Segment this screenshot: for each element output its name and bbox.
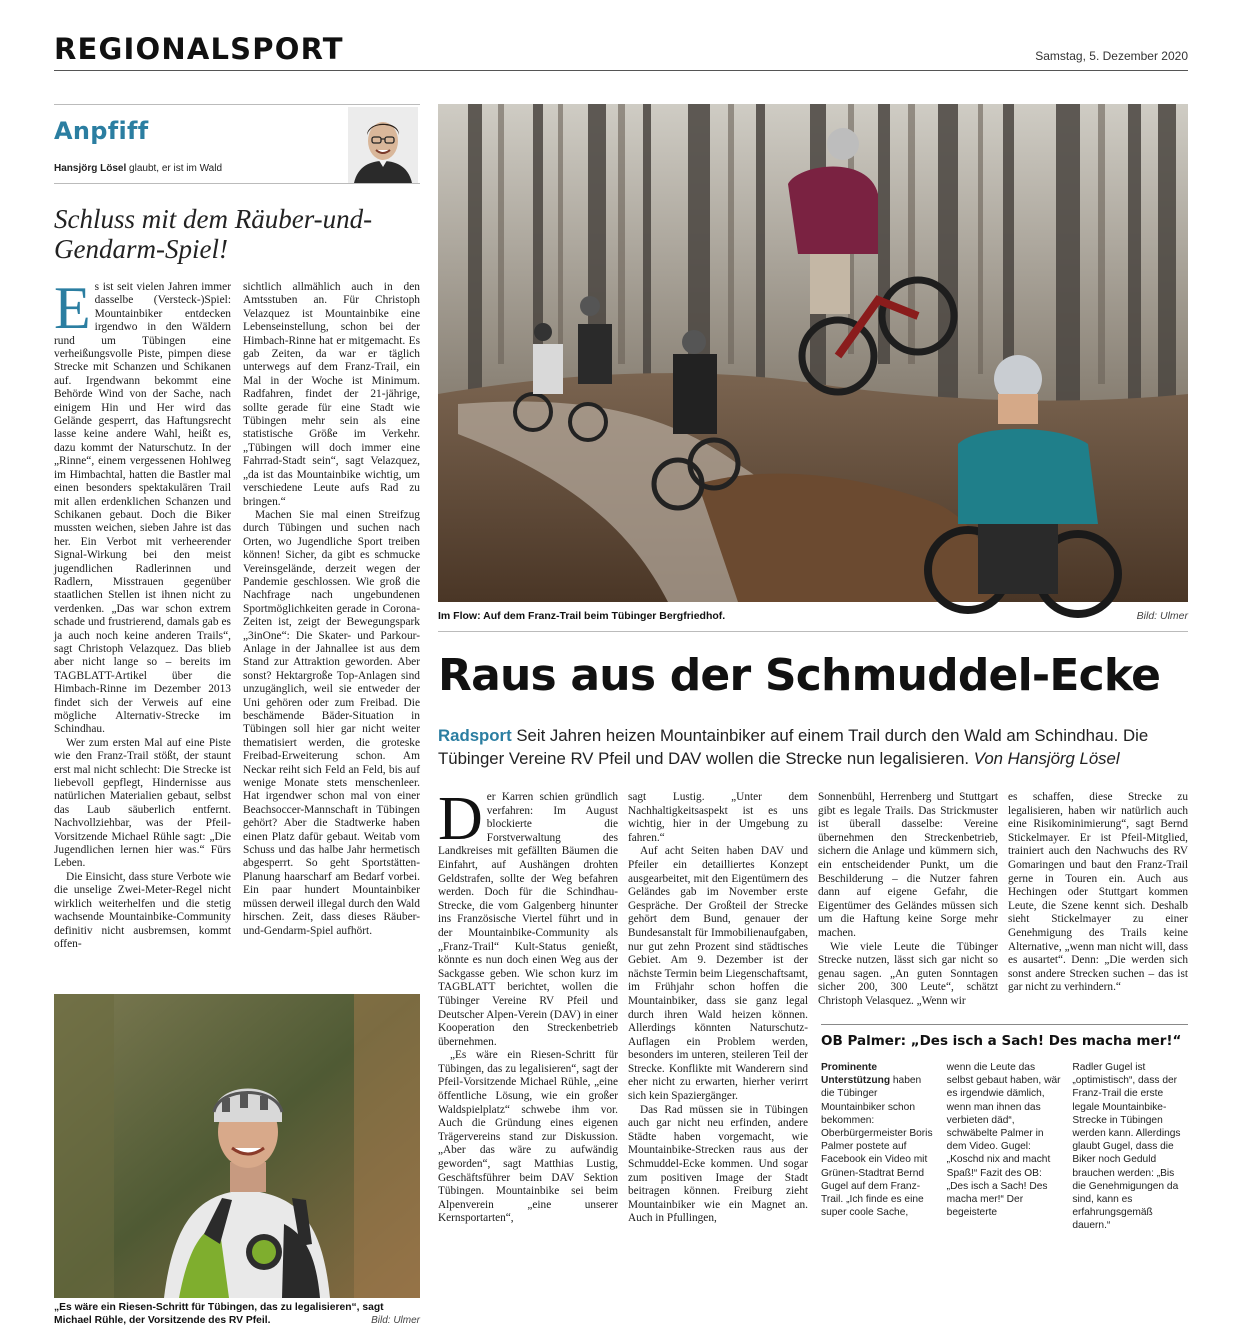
photo1-caption: Im Flow: Auf dem Franz-Trail beim Tübinger Bergfriedhof. xyxy=(438,610,726,622)
article-paragraph: sagt Lustig. „Unter dem Nachhaltigkeitsaspekt ist es uns wichtig, hier in der Umgebung zu fahren.“ xyxy=(628,791,808,844)
issue-date: Samstag, 5. Dezember 2020 xyxy=(1035,49,1188,63)
photo-michael-ruehle xyxy=(54,994,420,1298)
article-col4 xyxy=(1008,791,1188,1017)
column-author-note: glaubt, er ist im Wald xyxy=(129,163,223,174)
column-header xyxy=(54,104,420,184)
article-paragraph: Sonnenbühl, Herrenberg und Stuttgart gibt es legale Trails. Das Strickmuster ist überall dasselbe: Vereine übernehmen den Streckenbetrieb, sichern die Anlage und kümmern sich, ein entscheidender Punkt, um die Beschilderung – die Nutzer fahren dann auf eigene Gefahr, die Eigentümer des Geländes müssen sich um die Haftung keine Sorge mehr machen. xyxy=(818,791,998,939)
sidebar-text: haben die Tübinger Mountainbiker schon bekommen: Oberbürgermeister Boris Palmer postete auf Facebook ein Video mit Grünen-Stadtrat Bernd Gugel auf dem Franz-Trail. „Ich finde es eine super coole Sache, xyxy=(821,1075,933,1219)
photo-franz-trail xyxy=(438,104,1188,602)
column-body xyxy=(54,275,420,981)
sidebar-body xyxy=(821,1061,1188,1232)
photo2-caption: „Es wäre ein Riesen-Schritt für Tübingen, das zu legalisieren“, sagt Michael Rühle, der Vorsitzende des RV Pfeil. xyxy=(54,1302,384,1326)
column-text-col2 xyxy=(243,281,420,981)
article-dropcap: D xyxy=(438,785,483,853)
column-byline xyxy=(54,163,222,174)
section-title: REGIONALSPORT xyxy=(54,32,344,66)
article-col3 xyxy=(818,791,998,1017)
article-paragraph: Das Rad müssen sie in Tübingen auch gar nicht neu erfinden, andere Städte haben vorgemacht, wie Mountainbike-Strecken raus aus der Schmuddel-Ecke kommen. Und sogar zum positiven Image der Stadt beitragen können. Freiburg zieht Mountainbiker wie ein Magnet an. Auch in Pfullingen, xyxy=(628,1103,808,1225)
sidebar-col3: Radler Gugel ist „optimistisch“, dass der Franz-Trail die erste legale Mountainbike-Strecke in Tübingen werden kann. Allerdings glaubt Gugel, dass die Biker noch Geduld brauchen werden: „Bis die Genehmigungen da sind, kann es erfahrungsgemäß dauern.“ xyxy=(1072,1062,1181,1232)
column-text-col1 xyxy=(54,275,231,981)
article-col1 xyxy=(438,785,618,1225)
photo1-credit: Bild: Ulmer xyxy=(1136,610,1188,622)
caption-rule xyxy=(438,631,1188,632)
article-kicker: Radsport xyxy=(438,726,512,745)
article-teaser-text: Seit Jahren heizen Mountainbiker auf einem Trail durch den Wald am Schindhau. Die Tübinger Vereine RV Pfeil und DAV wollen die Strecke nun legalisieren. xyxy=(438,726,1149,768)
photo2-credit: Bild: Ulmer xyxy=(371,1315,420,1326)
article-col2 xyxy=(628,791,808,1223)
column-headline: Schluss mit dem Räuber-und-Gendarm-Spiel! xyxy=(54,204,373,264)
article-headline: Raus aus der Schmuddel-Ecke xyxy=(438,650,1161,701)
article-paragraph: er Karren schien gründlich verfahren: Im August blockierte die Forstverwaltung des Landkreises mit gefällten Bäumen die Einfahrt, auf Aushängen drohten Geldstrafen, sollte der Weg befahren werden. Doch für die Schindhau-Strecke, die vom Galgenberg hinunter ins Französische Viertel führt und in der Mountainbike-Community als „Franz-Trail“ Kult-Status genießt, könnte es nun doch einen Weg aus der Sackgasse geben. Wie schon kurz im TAGBLATT berichtet, wollen die Tübinger Vereine RV Pfeil und Deutscher Alpen-Verein (DAV) in einer Kooperation den Streckenbetrieb übernehmen. xyxy=(438,791,618,1048)
sidebar-col1 xyxy=(821,1061,937,1219)
sidebar-col2: wenn die Leute das selbst gebaut haben, wär es irgendwie dämlich, wenn man ihnen das verbieten däd“, schwäbelte Palmer in dem Video. Gugel: „Koschd nix and macht Spaß!“ Fazit des OB: „Des isch a Sach! Des macha mer!“ Der begeisterte xyxy=(946,1062,1061,1219)
article-teaser xyxy=(438,724,1190,770)
author-portrait xyxy=(348,107,418,183)
article-paragraph: es schaffen, diese Strecke zu legalisieren, haben wir natürlich auch eine Risikominimierung“, sagt Bernd Stickelmayer. Er ist Pfeil-Mitglied, trainiert auch den Nachwuchs des RV Gomaringen und baut den Franz-Trail gerne in Touren ein. Auch aus Hechingen oder Stuttgart kommen Leute, die Szene kennt sich. Deshalb sieht Stickelmayer zu einer Genehmigung des Trails keine Alternative, „wenn man nicht will, dass es ausartet“. Denn: „Die werden sich sonst andere Strecken suchen – das ist gar nicht zu verhindern.“ xyxy=(1008,791,1188,994)
opinion-column xyxy=(54,104,420,1326)
column-paragraph: Die Einsicht, dass sture Verbote wie die unselige Zwei-Meter-Regel nicht wirklich weiterhelfen und die stetig wachsende Mountainbike-Community definitiv nicht ausbremsen, kommt offen- xyxy=(54,870,231,950)
column-title: Anpfiff xyxy=(54,117,149,145)
masthead-rule xyxy=(54,70,1188,71)
sidebar-box xyxy=(821,1024,1188,1232)
article-paragraph: Auf acht Seiten haben DAV und Pfeiler ein detailliertes Konzept ausgearbeitet, mit den Eigentümern des Geländes gab im November erste Gespräche. Der Großteil der Strecke gehört dem Bund, genauer der Bundesanstalt für Immobilienaufgaben, nur gut zehn Prozent sind städtisches Gebiet. Am 9. Dezember ist der nächste Termin beim Liegenschaftsamt, im Frühjahr schon hoffen die Mountainbiker, dass sie ganz legal durch ihren Wald heizen können. Allerdings könnten Naturschutz-Auflagen ein Problem werden, besonders im unteren, steileren Teil der Strecke. Konflikte mit Wanderern sind eher nicht zu erwarten, hierher verirrt sich kein Spaziergänger. xyxy=(628,845,808,1103)
article-paragraph: Wie viele Leute die Tübinger Strecke nutzen, lässt sich gar nicht so genau sagen. „An guten Sonntagen sicher 200, 300 Leute“, schätzt Christoph Velasquez. „Wenn wir xyxy=(818,940,998,1007)
article-paragraph: „Es wäre ein Riesen-Schritt für Tübingen, das zu legalisieren“, sagt der Pfeil-Vorsitzende Michael Rühle, „eine öffentliche Lösung, wie ein großer Waldspielplatz“ schwebe ihm vor. Auch die Gründung eines eigenen Trägervereins stand zur Diskussion. „Aber das wäre zu aufwändig geworden“, sagt Matthias Lustig, Geschäftsführer beim DAV Sektion Tübingen. Mountainbike sei beim Alpenverein „eine unserer Kernsportarten“, xyxy=(438,1049,618,1225)
column-paragraph: s ist seit vielen Jahren immer dasselbe (Versteck-)Spiel: Mountainbiker entdecken irgendwo in den Wäldern rund um Tübingen eine verheißungsvolle Piste, pimpen diese Strecke mit Schanzen und Schikanen auf. Irgendwann bekommt eine Behörde Wind von der Sache, nach einigem Hin und Her wird das Gelände gesperrt, das Haftungsrecht lasse keine andere Wahl, heißt es, dazu kommt der Naturschutz. In der „Rinne“, einem vergessenen Hohlweg im Himbachtal, hatten die Bastler mal einen besonders spektakulären Trail mit allen erdenklichen Schanzen und Schikanen gebaut. Doch die Biker mussten weichen, sieben Jahre ist das her. Ein Verbot mit verheerender Signal-Wirkung bei den meist jugendlichen Radlerinnen und Radlern, Misstrauen gegenüber staatlichen Stellen ist ihnen nicht zu verdenken. „Das war schon extrem schade und frustrierend, damals gab es ja auch noch keine anderen Trails“, sagt Christoph Velazquez. Das blieb aber nicht lange so – bereits im TAGBLATT-Artikel über die Himbach-Rinne im Dezember 2013 findet sich der Verweis auf eine mögliche Alternativ-Strecke im Schindhau. xyxy=(54,281,231,736)
sidebar-title: OB Palmer: „Des isch a Sach! Des macha mer!“ xyxy=(821,1033,1182,1049)
column-paragraph: Machen Sie mal einen Streifzug durch Tübingen und suchen nach Orten, wo Jugendliche Sport treiben können! Sicher, da gibt es schmucke Vereinsgelände, derzeit wegen der Pandemie geschlossen. Wie groß die Nachfrage nach ungebundenen Sportmöglichkeiten gerade in Corona-Zeiten ist, zeigt der Bewegungspark „3inOne“: Die Skater- und Parkour-Anlage in der Jahnallee ist aus dem Stand zur Attraktion geworden. Aber sonst? Hektargroße Top-Anlagen sind unzugänglich, weil sie entweder der Uni gehören oder zum Freibad. Die beschämende Bäder-Situation in Tübingen soll hier gar nicht weiter thematisiert werden, die groteske Freibad-Erweiterung schon. Am Neckar reiht sich Feld an Feld, bis auf wenige Monate stets menschenleer. Hat irgendwer schon mal von einer Beachsoccer-Mannschaft in Tübingen gehört? Aber die Stadtwerke haben einen Platz dafür gebaut. Weitab vom Schuss und das halbe Jahr hermetisch abgesperrt. So geht Sportstätten-Planung haarscharf am Bedarf vorbei. Ein paar hundert Mountainbiker müssen derweil illegal durch den Wald hirschen. Zeit, dass dieses Räuber-und-Gendarm-Spiel aufhört. xyxy=(243,508,420,937)
column-author: Hansjörg Lösel xyxy=(54,163,127,174)
sidebar-lead: Prominente Unterstützung xyxy=(821,1062,891,1087)
column-paragraph: Wer zum ersten Mal auf eine Piste wie den Franz-Trail stößt, der staunt erst mal nicht schlecht: Die Strecke ist liebevoll gepflegt, Hindernisse aus natürlichen Materialien gebaut, selbst das Laub säuberlich entfernt. Nachvollziehbar, was der Pfeil-Vorsitzende Michael Rühle sagt: „Die Jugendlichen lernen hier was.“ Fürs Leben. xyxy=(54,736,231,870)
article-author: Von Hansjörg Lösel xyxy=(973,749,1120,768)
column-paragraph: sichtlich allmählich auch in den Amtsstuben an. Für Christoph Velazquez ist Mountainbike eine Lebenseinstellung, schon bei der Himbach-Rinne hat er mitgemacht. Es gab Zeiten, da war er täglich unterwegs auf dem Franz-Trail, ein Mal in der Woche ist Minimum. Radfahren, findet der 21-jährige, sollte gerade für eine Stadt wie Tübingen mehr sein als eine statistische Größe im Verkehr. „Tübingen will doch immer eine Fahrrad-Stadt sein“, sagt Velazquez, „da ist das Mountainbike wichtig, um verschiedene Leute aufs Rad zu bringen.“ xyxy=(243,281,420,508)
column-dropcap: E xyxy=(54,275,91,341)
